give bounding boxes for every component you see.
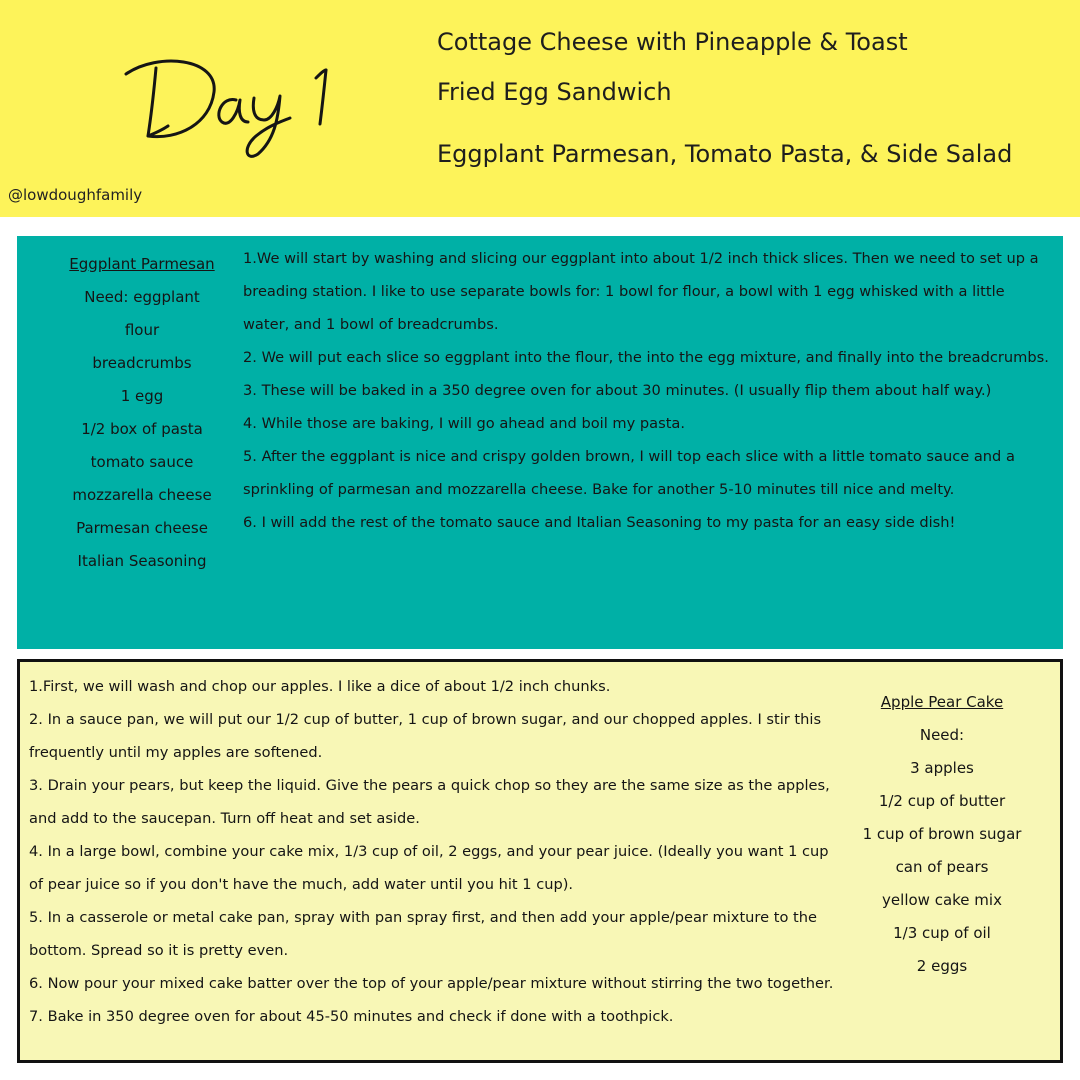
ingredient-item: Need: eggplant [84,288,200,306]
ingredient-item: 1/2 cup of butter [878,792,1006,810]
ingredient-item: 1 egg [120,387,164,405]
social-handle: @lowdoughfamily [8,186,143,204]
ingredient-item: tomato sauce [90,453,194,471]
recipe-step: 5. In a casserole or metal cake pan, spray with pan spray first, and then add your apple/pear mixture to the bottom. Spread so it is pretty even. [29,909,817,959]
recipe-step: 6. I will add the rest of the tomato sauce and Italian Seasoning to my pasta for an easy side dish! [243,514,956,531]
ingredient-item: 1/3 cup of oil [893,924,991,942]
ingredient-item: yellow cake mix [882,891,1002,909]
recipe-step: 1.First, we will wash and chop our apples. I like a dice of about 1/2 inch chunks. [29,678,611,695]
recipe-step: 6. Now pour your mixed cake batter over the top of your apple/pear mixture without stirring the two together. [29,975,834,992]
header-banner [0,0,1080,217]
ingredient-item: 3 apples [910,759,974,777]
recipe-step: 7. Bake in 350 degree oven for about 45-50 minutes and check if done with a toothpick. [29,1008,674,1025]
ingredient-item: flour [124,321,160,339]
ingredient-item: mozzarella cheese [72,486,212,504]
recipe-step: 2. We will put each slice so eggplant into the flour, the into the egg mixture, and finally into the breadcrumbs. [243,349,1049,366]
eggplant-recipe-title: Eggplant Parmesan [69,255,215,273]
cake-recipe-panel [17,659,1063,1063]
cake-steps [29,670,839,1033]
ingredient-item: 1/2 box of pasta [81,420,203,438]
ingredient-item: 2 eggs [916,957,968,975]
recipe-step: 1.We will start by washing and slicing our eggplant into about 1/2 inch thick slices. Then we need to set up a breading station. I like to use separate bowls for: 1 bowl for flour, a bowl with 1 egg whisked with a little water, and 1 bowl of breadcrumbs. [243,250,1039,333]
recipe-step: 4. While those are baking, I will go ahead and boil my pasta. [243,415,686,432]
ingredient-item: Italian Seasoning [77,552,207,570]
ingredient-item: can of pears [895,858,989,876]
meal-breakfast: Cottage Cheese with Pineapple & Toast [437,28,908,56]
meal-dinner: Eggplant Parmesan, Tomato Pasta, & Side Salad [437,140,1013,168]
cake-ingredients [852,686,1032,983]
ingredient-item: breadcrumbs [92,354,192,372]
recipe-step: 2. In a sauce pan, we will put our 1/2 cup of butter, 1 cup of brown sugar, and our chopped apples. I stir this frequently until my apples are softened. [29,711,822,761]
recipe-step: 5. After the eggplant is nice and crispy golden brown, I will top each slice with a little tomato sauce and a sprinkling of parmesan and mozzarella cheese. Bake for another 5-10 minutes till nice and melty. [243,448,1015,498]
ingredient-item: Need: [919,726,965,744]
recipe-step: 4. In a large bowl, combine your cake mix, 1/3 cup of oil, 2 eggs, and your pear juice. (Ideally you want 1 cup of pear juice so if you don't have the much, add water until you hit 1 cup). [29,843,829,893]
day-title [118,40,358,160]
recipe-step: 3. Drain your pears, but keep the liquid. Give the pears a quick chop so they are the same size as the apples, and add to the saucepan. Turn off heat and set aside. [29,777,830,827]
meal-lunch: Fried Egg Sandwich [437,78,672,106]
cake-recipe-title: Apple Pear Cake [880,693,1004,711]
ingredient-item: 1 cup of brown sugar [862,825,1022,843]
day-script-lettering [118,40,358,160]
eggplant-steps [243,242,1053,539]
recipe-step: 3. These will be baked in a 350 degree oven for about 30 minutes. (I usually flip them about half way.) [243,382,992,399]
eggplant-ingredients [65,248,219,578]
ingredient-item: Parmesan cheese [76,519,208,537]
eggplant-recipe-panel [17,236,1063,649]
